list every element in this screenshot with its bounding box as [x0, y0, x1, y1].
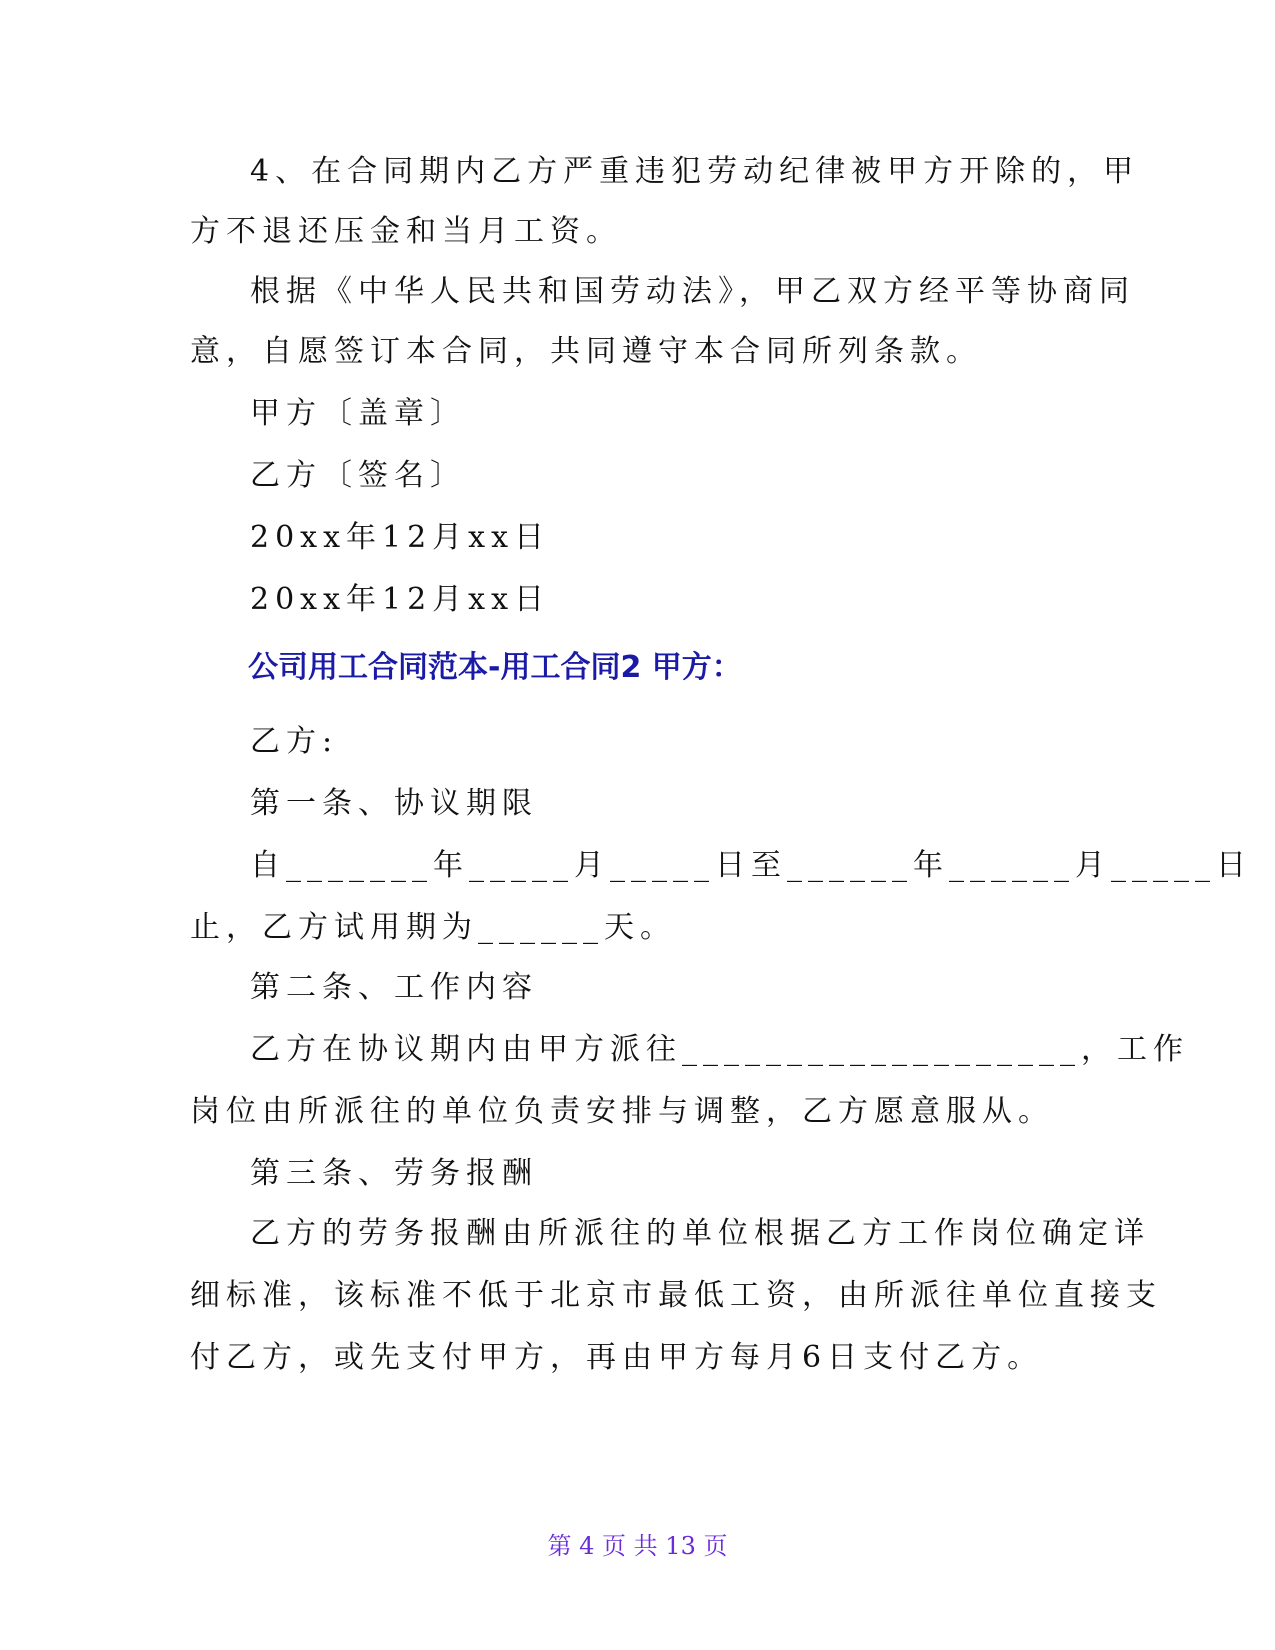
paragraph-line: 意，自愿签订本合同，共同遵守本合同所列条款。 — [190, 334, 982, 369]
page-number-footer: 第 4 页 共 13 页 — [547, 1532, 728, 1560]
paragraph-line: 岗位由所派往的单位负责安排与调整，乙方愿意服从。 — [190, 1094, 1054, 1129]
paragraph-line: 乙方在协议期内由甲方派往___________________，工作 — [250, 1032, 1189, 1067]
article-title: 第二条、工作内容 — [250, 970, 538, 1005]
date-line: 20xx年12月xx日 — [250, 582, 551, 617]
paragraph-line: 自_______年_____月_____日至______年______月_____日 — [250, 848, 1252, 883]
date-line: 20xx年12月xx日 — [250, 520, 551, 555]
paragraph-line: 4、在合同期内乙方严重违犯劳动纪律被甲方开除的，甲 — [250, 154, 1140, 189]
paragraph-line: 方不退还压金和当月工资。 — [190, 214, 622, 249]
paragraph-line: 付乙方，或先支付甲方，再由甲方每月6日支付乙方。 — [190, 1340, 1044, 1375]
party-b-signature-line: 乙方〔签名〕 — [250, 458, 466, 493]
paragraph-line: 乙方: — [250, 724, 339, 759]
party-a-seal-line: 甲方〔盖章〕 — [250, 396, 466, 431]
article-title: 第三条、劳务报酬 — [250, 1156, 538, 1191]
section-heading: 公司用工合同范本-用工合同2 甲方： — [248, 650, 742, 685]
paragraph-line: 根据《中华人民共和国劳动法》，甲乙双方经平等协商同 — [250, 274, 1135, 309]
paragraph-line: 乙方的劳务报酬由所派往的单位根据乙方工作岗位确定详 — [250, 1216, 1150, 1251]
paragraph-line: 细标准，该标准不低于北京市最低工资，由所派往单位直接支 — [190, 1278, 1162, 1313]
paragraph-line: 止，乙方试用期为______天。 — [190, 910, 676, 945]
article-title: 第一条、协议期限 — [250, 786, 538, 821]
